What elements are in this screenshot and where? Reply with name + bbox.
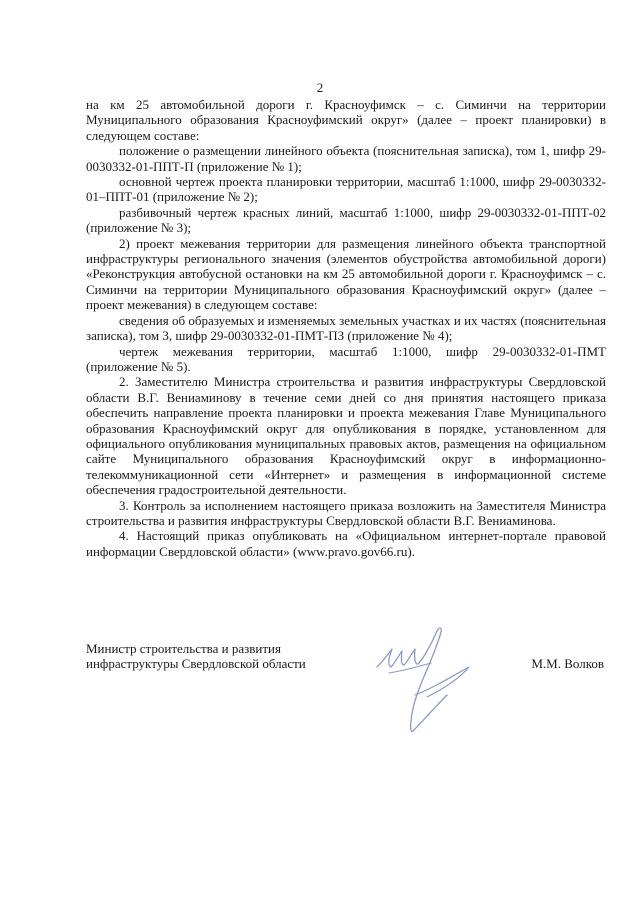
paragraph: на км 25 автомобильной дороги г. Красноуфимск – с. Симинчи на территории Муниципального образования Красноуфимский округ» (далее – проект планировки) в следующем составе: (86, 97, 606, 143)
paragraph: 2. Заместителю Министра строительства и развития инфраструктуры Свердловской области В.Г. Вениаминову в течение семи дней со дня принятия настоящего приказа обеспечить направление проекта планировки и проекта межевания Главе Муниципального образования Красноуфимский округ для опубликования в порядке, установленном для официального опубликования муниципальных правовых актов, размещения на официальном сайте Муниципального образования Красноуфимский округ в информационно-телекоммуникационной сети «Интернет» и размещения в информационной системе обеспечения градостроительной деятельности. (86, 374, 606, 498)
paragraph: 2) проект межевания территории для размещения линейного объекта транспортной инфраструктуры регионального значения (элементов обустройства автомобильной дороги) «Реконструкция автобусной остановки на км 25 автомобильной дороги г. Красноуфимск – с. Симинчи на территории Муниципального образования Красноуфимский округ» (далее – проект межевания) в следующем составе: (86, 235, 606, 313)
paragraph: сведения об образуемых и изменяемых земельных участках и их частях (пояснительная записка), том 3, шифр 29-0030332-01-ПМТ-ПЗ (приложение № 4); (86, 312, 606, 344)
signature-block (86, 641, 606, 741)
paragraph: 3. Контроль за исполнением настоящего приказа возложить на Заместителя Министра строительства и развития инфраструктуры Свердловской области В.Г. Вениаминова. (86, 497, 606, 528)
paragraph: 4. Настоящий приказ опубликовать на «Официальном интернет-портале правовой информации Свердловской области» (www.pravo.gov66.ru). (86, 528, 606, 559)
paragraph: положение о размещении линейного объекта (пояснительная записка), том 1, шифр 29-0030332-01-ППТ-П (приложение № 1); (86, 143, 606, 174)
paragraph: разбивочный чертеж красных линий, масштаб 1:1000, шифр 29-0030332-01-ППТ-02 (приложение № 3); (86, 204, 606, 236)
signature-stroke (415, 667, 469, 697)
signature-stroke (389, 663, 431, 673)
document-body (86, 97, 606, 559)
signatory-title-line: инфраструктуры Свердловской области (86, 656, 306, 672)
paragraph: основной чертеж проекта планировки территории, масштаб 1:1000, шифр 29-0030332-01–ППТ-01 (приложение № 2); (86, 174, 606, 205)
signatory-title (86, 641, 306, 672)
signatory-title-line: Министр строительства и развития (86, 641, 281, 656)
paragraph: чертеж межевания территории, масштаб 1:1000, шифр 29-0030332-01-ПМТ (приложение № 5). (86, 343, 606, 374)
page-number: 2 (316, 80, 324, 95)
handwritten-signature (371, 623, 481, 748)
signature-stroke (377, 628, 447, 731)
signatory-name: М.М. Волков (531, 656, 604, 671)
